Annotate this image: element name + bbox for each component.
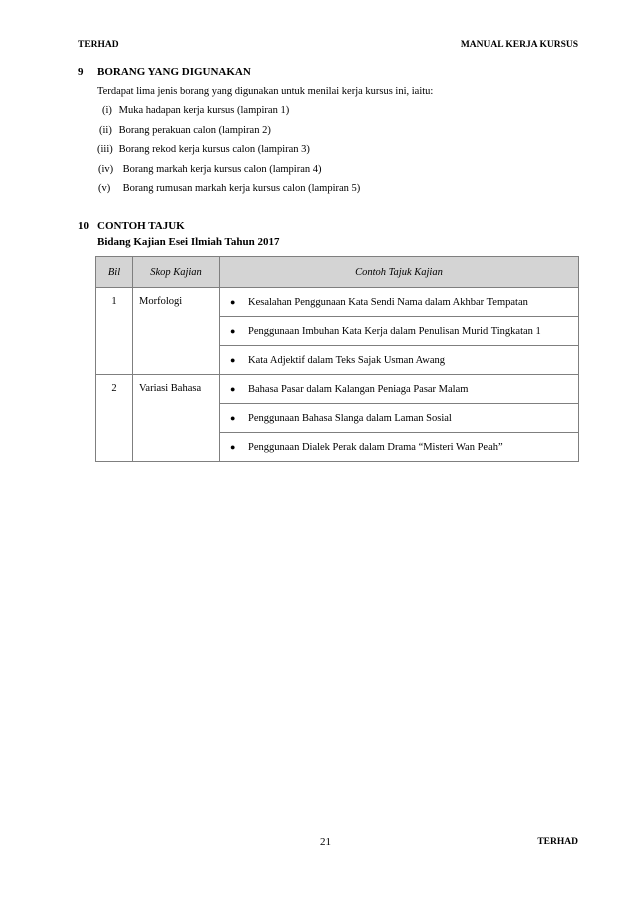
list-item-roman: (iii) (97, 144, 113, 156)
bullet-icon: ● (230, 383, 236, 394)
topic-text: Penggunaan Imbuhan Kata Kerja dalam Penulisan Murid Tingkatan 1 (248, 325, 541, 337)
table-header-row (96, 257, 579, 288)
header-contoh: Contoh Tajuk Kajian (220, 257, 579, 288)
section-9-heading: BORANG YANG DIGUNAKAN (97, 66, 251, 78)
topic-cell (220, 317, 579, 346)
page-number: 21 (320, 836, 331, 848)
section-9-title (78, 66, 251, 78)
bullet-icon: ● (230, 354, 236, 365)
list-item-roman: (v) (98, 183, 111, 195)
row-bil: 1 (96, 288, 133, 375)
topic-text: Penggunaan Bahasa Slanga dalam Laman Sosial (248, 412, 452, 424)
header-bil: Bil (96, 257, 133, 288)
section-10-subtitle: Bidang Kajian Esei Ilmiah Tahun 2017 (97, 236, 280, 248)
list-item-text: Borang rumusan markah kerja kursus calon (lampiran 5) (122, 183, 361, 195)
topic-cell (220, 404, 579, 433)
list-item-roman: (ii) (99, 124, 112, 136)
bullet-icon: ● (230, 441, 236, 452)
section-10-title (78, 220, 185, 232)
topics-table (95, 256, 579, 462)
topic-text: Penggunaan Dialek Perak dalam Drama “Misteri Wan Peah” (248, 441, 503, 453)
topic-text: Bahasa Pasar dalam Kalangan Peniaga Pasar Malam (248, 383, 469, 395)
row-skop: Morfologi (133, 288, 220, 375)
header-skop: Skop Kajian (133, 257, 220, 288)
list-item-text: Borang perakuan calon (lampiran 2) (118, 124, 271, 136)
list-item-roman: (iv) (98, 163, 114, 175)
form-list (97, 101, 360, 199)
bullet-icon: ● (230, 325, 236, 336)
table-row (96, 288, 579, 317)
list-item (97, 121, 360, 141)
list-item-text: Muka hadapan kerja kursus (lampiran 1) (118, 105, 290, 116)
section-9-number: 9 (78, 66, 84, 78)
row-skop: Variasi Bahasa (133, 375, 220, 462)
table-row (96, 375, 579, 404)
row-bil: 2 (96, 375, 133, 462)
header-right: MANUAL KERJA KURSUS (460, 40, 578, 50)
list-item-roman: (i) (102, 105, 112, 116)
topic-cell (220, 346, 579, 375)
topic-text: Kesalahan Penggunaan Kata Sendi Nama dalam Akhbar Tempatan (248, 296, 528, 308)
topic-cell (220, 288, 579, 317)
list-item (97, 160, 360, 180)
header-left: TERHAD (78, 40, 119, 50)
list-item-text: Borang rekod kerja kursus calon (lampiran 3) (118, 144, 310, 156)
topic-text: Kata Adjektif dalam Teks Sajak Usman Awang (248, 354, 445, 366)
bullet-icon: ● (230, 296, 236, 307)
list-item-text: Borang markah kerja kursus calon (lampiran 4) (122, 163, 322, 175)
section-10-number: 10 (78, 220, 89, 232)
section-10-heading: CONTOH TAJUK (97, 220, 185, 232)
list-item (97, 179, 360, 199)
footer-right: TERHAD (537, 837, 578, 847)
list-item (97, 140, 360, 160)
topic-cell (220, 433, 579, 462)
section-9-intro: Terdapat lima jenis borang yang digunakan untuk menilai kerja kursus ini, iaitu: (97, 86, 434, 97)
topic-cell (220, 375, 579, 404)
list-item (97, 101, 360, 121)
bullet-icon: ● (230, 412, 236, 423)
